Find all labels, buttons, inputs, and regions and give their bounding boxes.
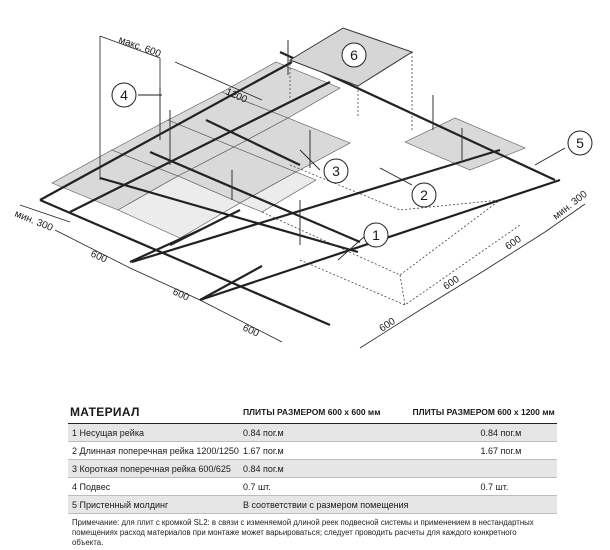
value-600-cell: 0.84 пог.м [241,424,411,442]
svg-text:4: 4 [120,87,128,103]
value-1200-cell: 0.84 пог.м [411,424,557,442]
material-table [68,402,557,514]
footnote: Примечание: для плит с кромкой SL2: в связи с изменяемой длиной реек подвесной системы и применением в нестандартных помещениях расход материалов при монтаже может варьироваться; следует проводить расчеты для каждого конкретного объекта. [72,518,534,547]
callout-1 [364,223,388,247]
dim-min-300-right: мин. 300 [551,188,590,223]
dim-600-right-b: 600 [441,274,462,293]
material-cell: 3 Короткая поперечная рейка 600/625 [68,460,241,478]
callout-6 [342,43,366,67]
material-cell: 2 Длинная поперечная рейка 1200/1250 [68,442,241,460]
value-600-cell: 0.7 шт. [241,478,411,496]
callout-4 [112,83,136,107]
callout-5 [568,131,592,155]
dim-min-300-left: мин. 300 [12,208,55,234]
column-header-600x600: ПЛИТЫ РАЗМЕРОМ 600 x 600 мм [241,402,411,424]
table-row [68,478,557,496]
value-1200-cell [411,460,557,478]
material-cell: 4 Подвес [68,478,241,496]
svg-text:5: 5 [576,135,584,151]
svg-text:6: 6 [350,47,358,63]
column-header-600x1200: ПЛИТЫ РАЗМЕРОМ 600 x 1200 мм [411,402,557,424]
value-1200-cell [411,496,557,514]
table-row [68,424,557,442]
table-row [68,496,557,514]
material-cell: 5 Пристенный молдинг [68,496,241,514]
svg-text:1: 1 [372,227,380,243]
value-1200-cell: 0.7 шт. [411,478,557,496]
dim-600-left-b: 600 [170,286,191,304]
dim-600-left-a: 600 [88,248,109,266]
value-600-cell: 1.67 пог.м [241,442,411,460]
dim-1200: 1200 [223,86,249,106]
column-header-material: МАТЕРИАЛ [68,402,241,424]
table-header-row [68,402,557,424]
value-600-cell: В соответствии с размером помещения [241,496,411,514]
dim-600-right-c: 600 [503,234,524,253]
table-row [68,442,557,460]
callout-2 [412,183,436,207]
value-600-cell: 0.84 пог.м [241,460,411,478]
material-cell: 1 Несущая рейка [68,424,241,442]
dim-600-right-a: 600 [377,316,398,335]
value-1200-cell: 1.67 пог.м [411,442,557,460]
svg-text:2: 2 [420,187,428,203]
callout-3 [324,159,348,183]
dim-600-left-c: 600 [240,322,261,340]
table-row [68,460,557,478]
dim-max-600: макс. 600 [116,34,163,60]
svg-text:3: 3 [332,163,340,179]
